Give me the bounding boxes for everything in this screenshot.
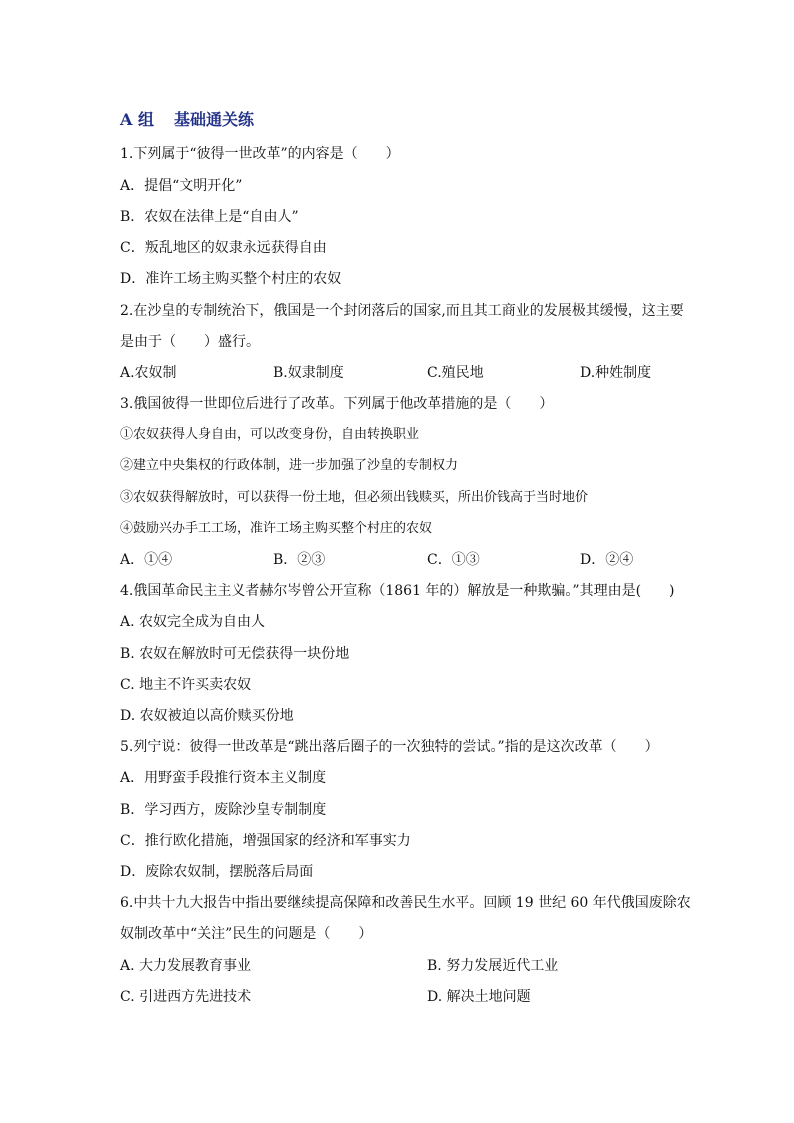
q5-option-b: B．学习西方，废除沙皇专制制度	[120, 802, 327, 818]
q6-option-a: A. 大力发展教育事业	[120, 958, 252, 974]
q6-option-b: B. 努力发展近代工业	[427, 958, 559, 974]
q2-option-d: D.种姓制度	[580, 365, 652, 381]
q2-stem-line2: 是由于（ ）盛行。	[120, 334, 260, 350]
q5-option-a: A．用野蛮手段推行资本主义制度	[120, 770, 327, 786]
q3-statement-1: ①农奴获得人身自由，可以改变身份，自由转换职业	[120, 427, 420, 442]
q4-option-b: B. 农奴在解放时可无偿获得一块份地	[120, 646, 350, 662]
q3-statement-3: ③农奴获得解放时，可以获得一份土地，但必须出钱赎买，所出价钱高于当时地价	[120, 490, 589, 505]
q5-option-d: D．废除农奴制，摆脱落后局面	[120, 864, 314, 880]
q1-option-b: B．农奴在法律上是“自由人”	[120, 209, 299, 225]
q6-option-c: C. 引进西方先进技术	[120, 989, 252, 1005]
q2-option-b: B.奴隶制度	[273, 365, 344, 381]
q2-stem-line1: 2.在沙皇的专制统治下，俄国是一个封闭落后的国家,而且其工商业的发展极其缓慢，这主要	[120, 303, 684, 319]
q6-option-d: D. 解决土地问题	[427, 989, 531, 1005]
q2-option-a: A.农奴制	[120, 365, 177, 381]
section-title: 基础通关练	[174, 110, 255, 129]
q6-stem-line1: 6.中共十九大报告中指出要继续提高保障和改善民生水平。回顾 19 世纪 60 年代俄国废除农	[120, 895, 691, 911]
q5-stem: 5.列宁说：彼得一世改革是“跳出落后圈子的一次独特的尝试。”指的是这次改革（ ）	[120, 739, 659, 755]
q3-statement-2: ②建立中央集权的行政体制，进一步加强了沙皇的专制权力	[120, 458, 459, 473]
section-heading	[120, 107, 254, 130]
q3-stem: 3.俄国彼得一世即位后进行了改革。下列属于他改革措施的是（ ）	[120, 396, 554, 412]
q1-option-a: A．提倡“文明开化”	[120, 178, 243, 194]
q4-option-a: A. 农奴完全成为自由人	[120, 614, 266, 630]
q3-option-d: D．②④	[580, 552, 634, 568]
q1-option-c: C．叛乱地区的奴隶永远获得自由	[120, 240, 327, 256]
q6-stem-line2: 奴制改革中“关注”民生的问题是（ ）	[120, 926, 373, 942]
q4-stem: 4.俄国革命民主主义者赫尔岑曾公开宣称（1861 年的）解放是一种欺骗。”其理由是( )	[120, 583, 675, 599]
q3-option-c: C．①③	[427, 552, 480, 568]
q4-option-c: C. 地主不许买卖农奴	[120, 677, 252, 693]
q3-option-a: A．①④	[120, 552, 173, 568]
q1-stem: 1.下列属于“彼得一世改革”的内容是（ ）	[120, 146, 400, 162]
section-group: A 组	[120, 110, 154, 129]
q2-option-c: C.殖民地	[427, 365, 484, 381]
q4-option-d: D. 农奴被迫以高价赎买份地	[120, 708, 294, 724]
q3-statement-4: ④鼓励兴办手工工场，准许工场主购买整个村庄的农奴	[120, 521, 433, 536]
q5-option-c: C．推行欧化措施，增强国家的经济和军事实力	[120, 833, 411, 849]
q3-option-b: B．②③	[273, 552, 326, 568]
q1-option-d: D．准许工场主购买整个村庄的农奴	[120, 271, 342, 287]
